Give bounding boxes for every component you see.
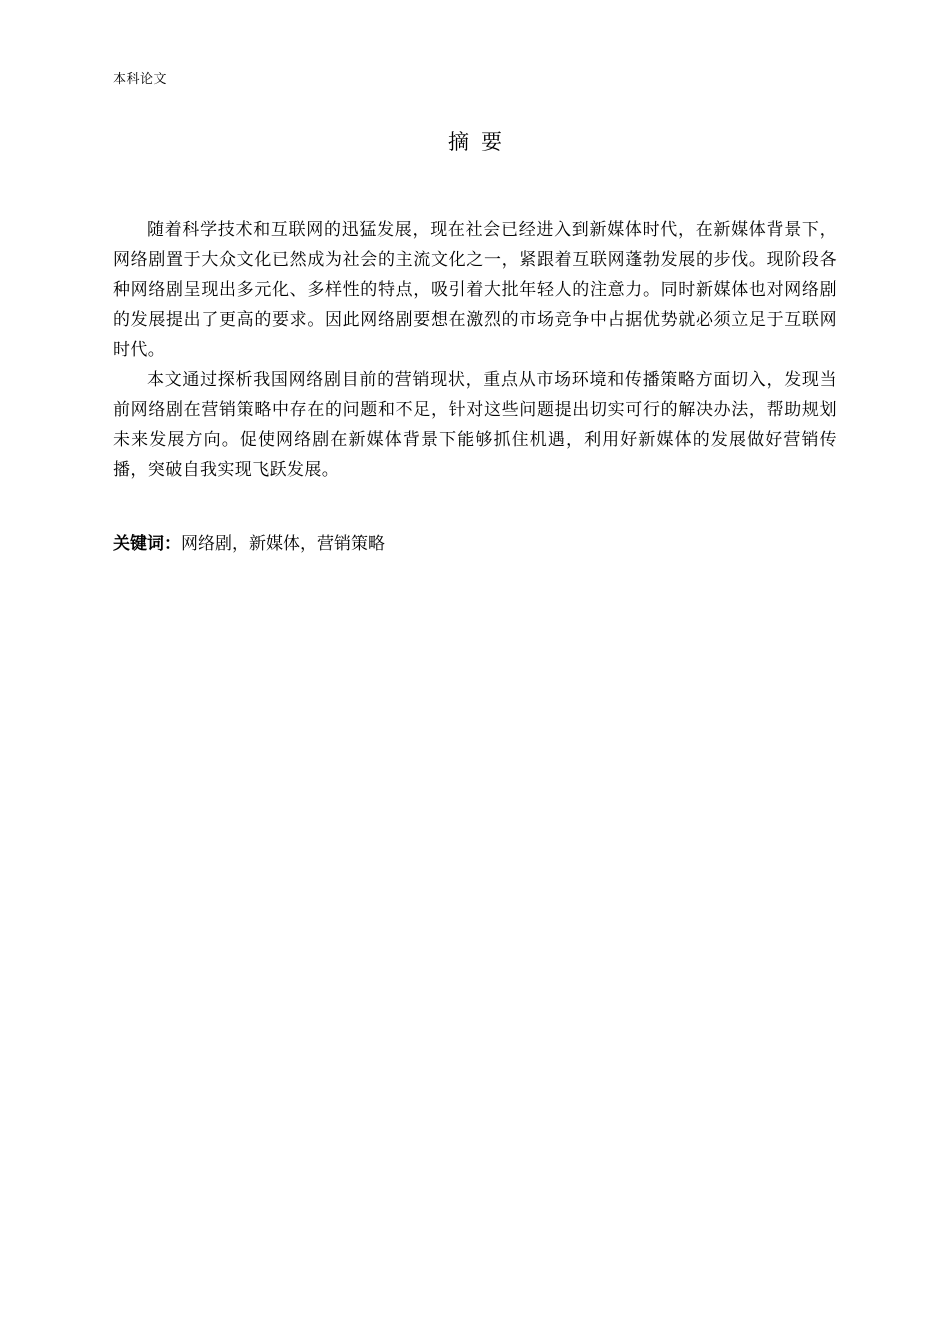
abstract-body <box>113 215 837 485</box>
keywords-line <box>113 530 385 558</box>
abstract-paragraph-2: 本文通过探析我国网络剧目前的营销现状，重点从市场环境和传播策略方面切入，发现当前网络剧在营销策略中存在的问题和不足，针对这些问题提出切实可行的解决办法，帮助规划未来发展方向。促使网络剧在新媒体背景下能够抓住机遇，利用好新媒体的发展做好营销传播，突破自我实现飞跃发展。 <box>113 370 837 480</box>
page-title: 摘要 <box>448 130 514 154</box>
abstract-paragraph-1: 随着科学技术和互联网的迅猛发展，现在社会已经进入到新媒体时代，在新媒体背景下，网络剧置于大众文化已然成为社会的主流文化之一，紧跟着互联网蓬勃发展的步伐。现阶段各种网络剧呈现出多元化、多样性的特点，吸引着大批年轻人的注意力。同时新媒体也对网络剧的发展提出了更高的要求。因此网络剧要想在激烈的市场竞争中占据优势就必须立足于互联网时代。 <box>113 220 837 360</box>
document-header-label: 本科论文 <box>113 72 168 87</box>
keywords-label: 关键词： <box>113 534 181 554</box>
keywords-value: 网络剧，新媒体，营销策略 <box>181 534 385 554</box>
